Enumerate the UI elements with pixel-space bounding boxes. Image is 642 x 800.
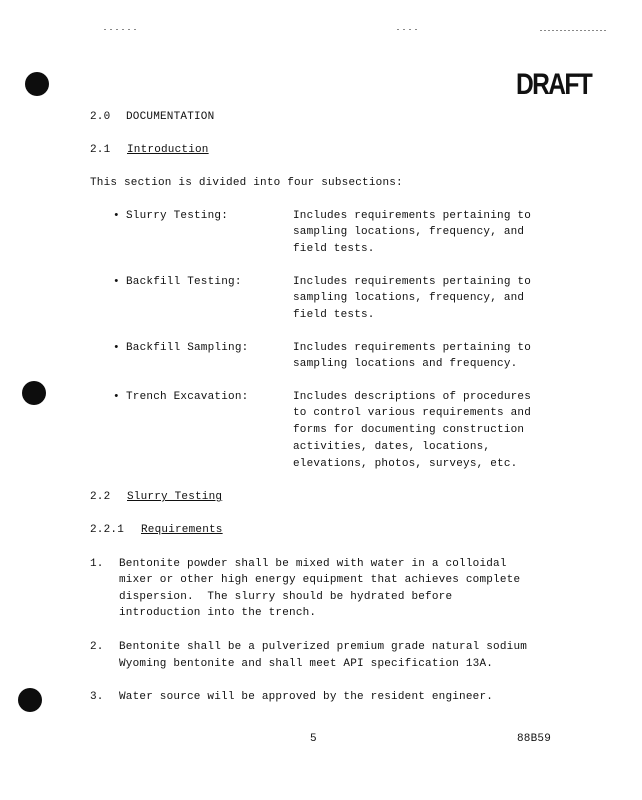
subsection-desc-line: sampling locations, frequency, and [293, 226, 525, 238]
intro-number: 2.1 [90, 144, 111, 156]
subsection-desc-line: field tests. [293, 309, 375, 321]
requirement-line: Water source will be approved by the resident engineer. [119, 691, 494, 703]
intro-heading: Introduction [127, 144, 209, 156]
subsection-desc-line: elevations, photos, surveys, etc. [293, 458, 518, 470]
document-code: 88B59 [517, 733, 552, 745]
subsection-desc-line: Includes requirements pertaining to [293, 342, 532, 354]
bullet: • [113, 342, 120, 354]
bullet: • [113, 391, 120, 403]
slurry-number: 2.2 [90, 491, 111, 503]
page-number: 5 [310, 733, 317, 745]
bullet: • [113, 276, 120, 288]
requirements-number: 2.2.1 [90, 524, 125, 536]
subsection-desc-line: activities, dates, locations, [293, 441, 491, 453]
subsection-label: Backfill Testing: [126, 276, 242, 288]
subsection-desc-line: sampling locations and frequency. [293, 358, 518, 370]
scan-speck [397, 29, 419, 30]
requirement-line: Wyoming bentonite and shall meet API specification 13A. [119, 658, 494, 670]
requirement-line: Bentonite powder shall be mixed with water in a colloidal [119, 558, 507, 570]
requirements-heading: Requirements [141, 524, 223, 536]
binder-hole-top [25, 72, 49, 96]
subsection-desc-line: to control various requirements and [293, 407, 532, 419]
requirement-line: mixer or other high energy equipment that achieves complete [119, 574, 521, 586]
subsection-desc-line: Includes requirements pertaining to [293, 210, 532, 222]
requirement-number: 2. [90, 641, 104, 653]
requirement-line: Bentonite shall be a pulverized premium grade natural sodium [119, 641, 528, 653]
subsection-desc-line: sampling locations, frequency, and [293, 292, 525, 304]
scan-speck [540, 30, 608, 31]
subsection-desc-line: Includes descriptions of procedures [293, 391, 532, 403]
subsection-label: Trench Excavation: [126, 391, 249, 403]
binder-hole-bottom [18, 688, 42, 712]
binder-hole-middle [22, 381, 46, 405]
requirement-number: 1. [90, 558, 104, 570]
intro-lead: This section is divided into four subsections: [90, 177, 403, 189]
section-title: DOCUMENTATION [126, 111, 215, 123]
section-number: 2.0 [90, 111, 111, 123]
subsection-desc-line: forms for documenting construction [293, 424, 525, 436]
subsection-label: Backfill Sampling: [126, 342, 249, 354]
subsection-label: Slurry Testing: [126, 210, 229, 222]
draft-stamp: DRAFT [516, 68, 592, 101]
requirement-line: introduction into the trench. [119, 607, 317, 619]
bullet: • [113, 210, 120, 222]
subsection-desc-line: field tests. [293, 243, 375, 255]
requirement-line: dispersion. The slurry should be hydrated before [119, 591, 453, 603]
requirement-number: 3. [90, 691, 104, 703]
subsection-desc-line: Includes requirements pertaining to [293, 276, 532, 288]
scan-speck [104, 29, 140, 30]
slurry-heading: Slurry Testing [127, 491, 223, 503]
